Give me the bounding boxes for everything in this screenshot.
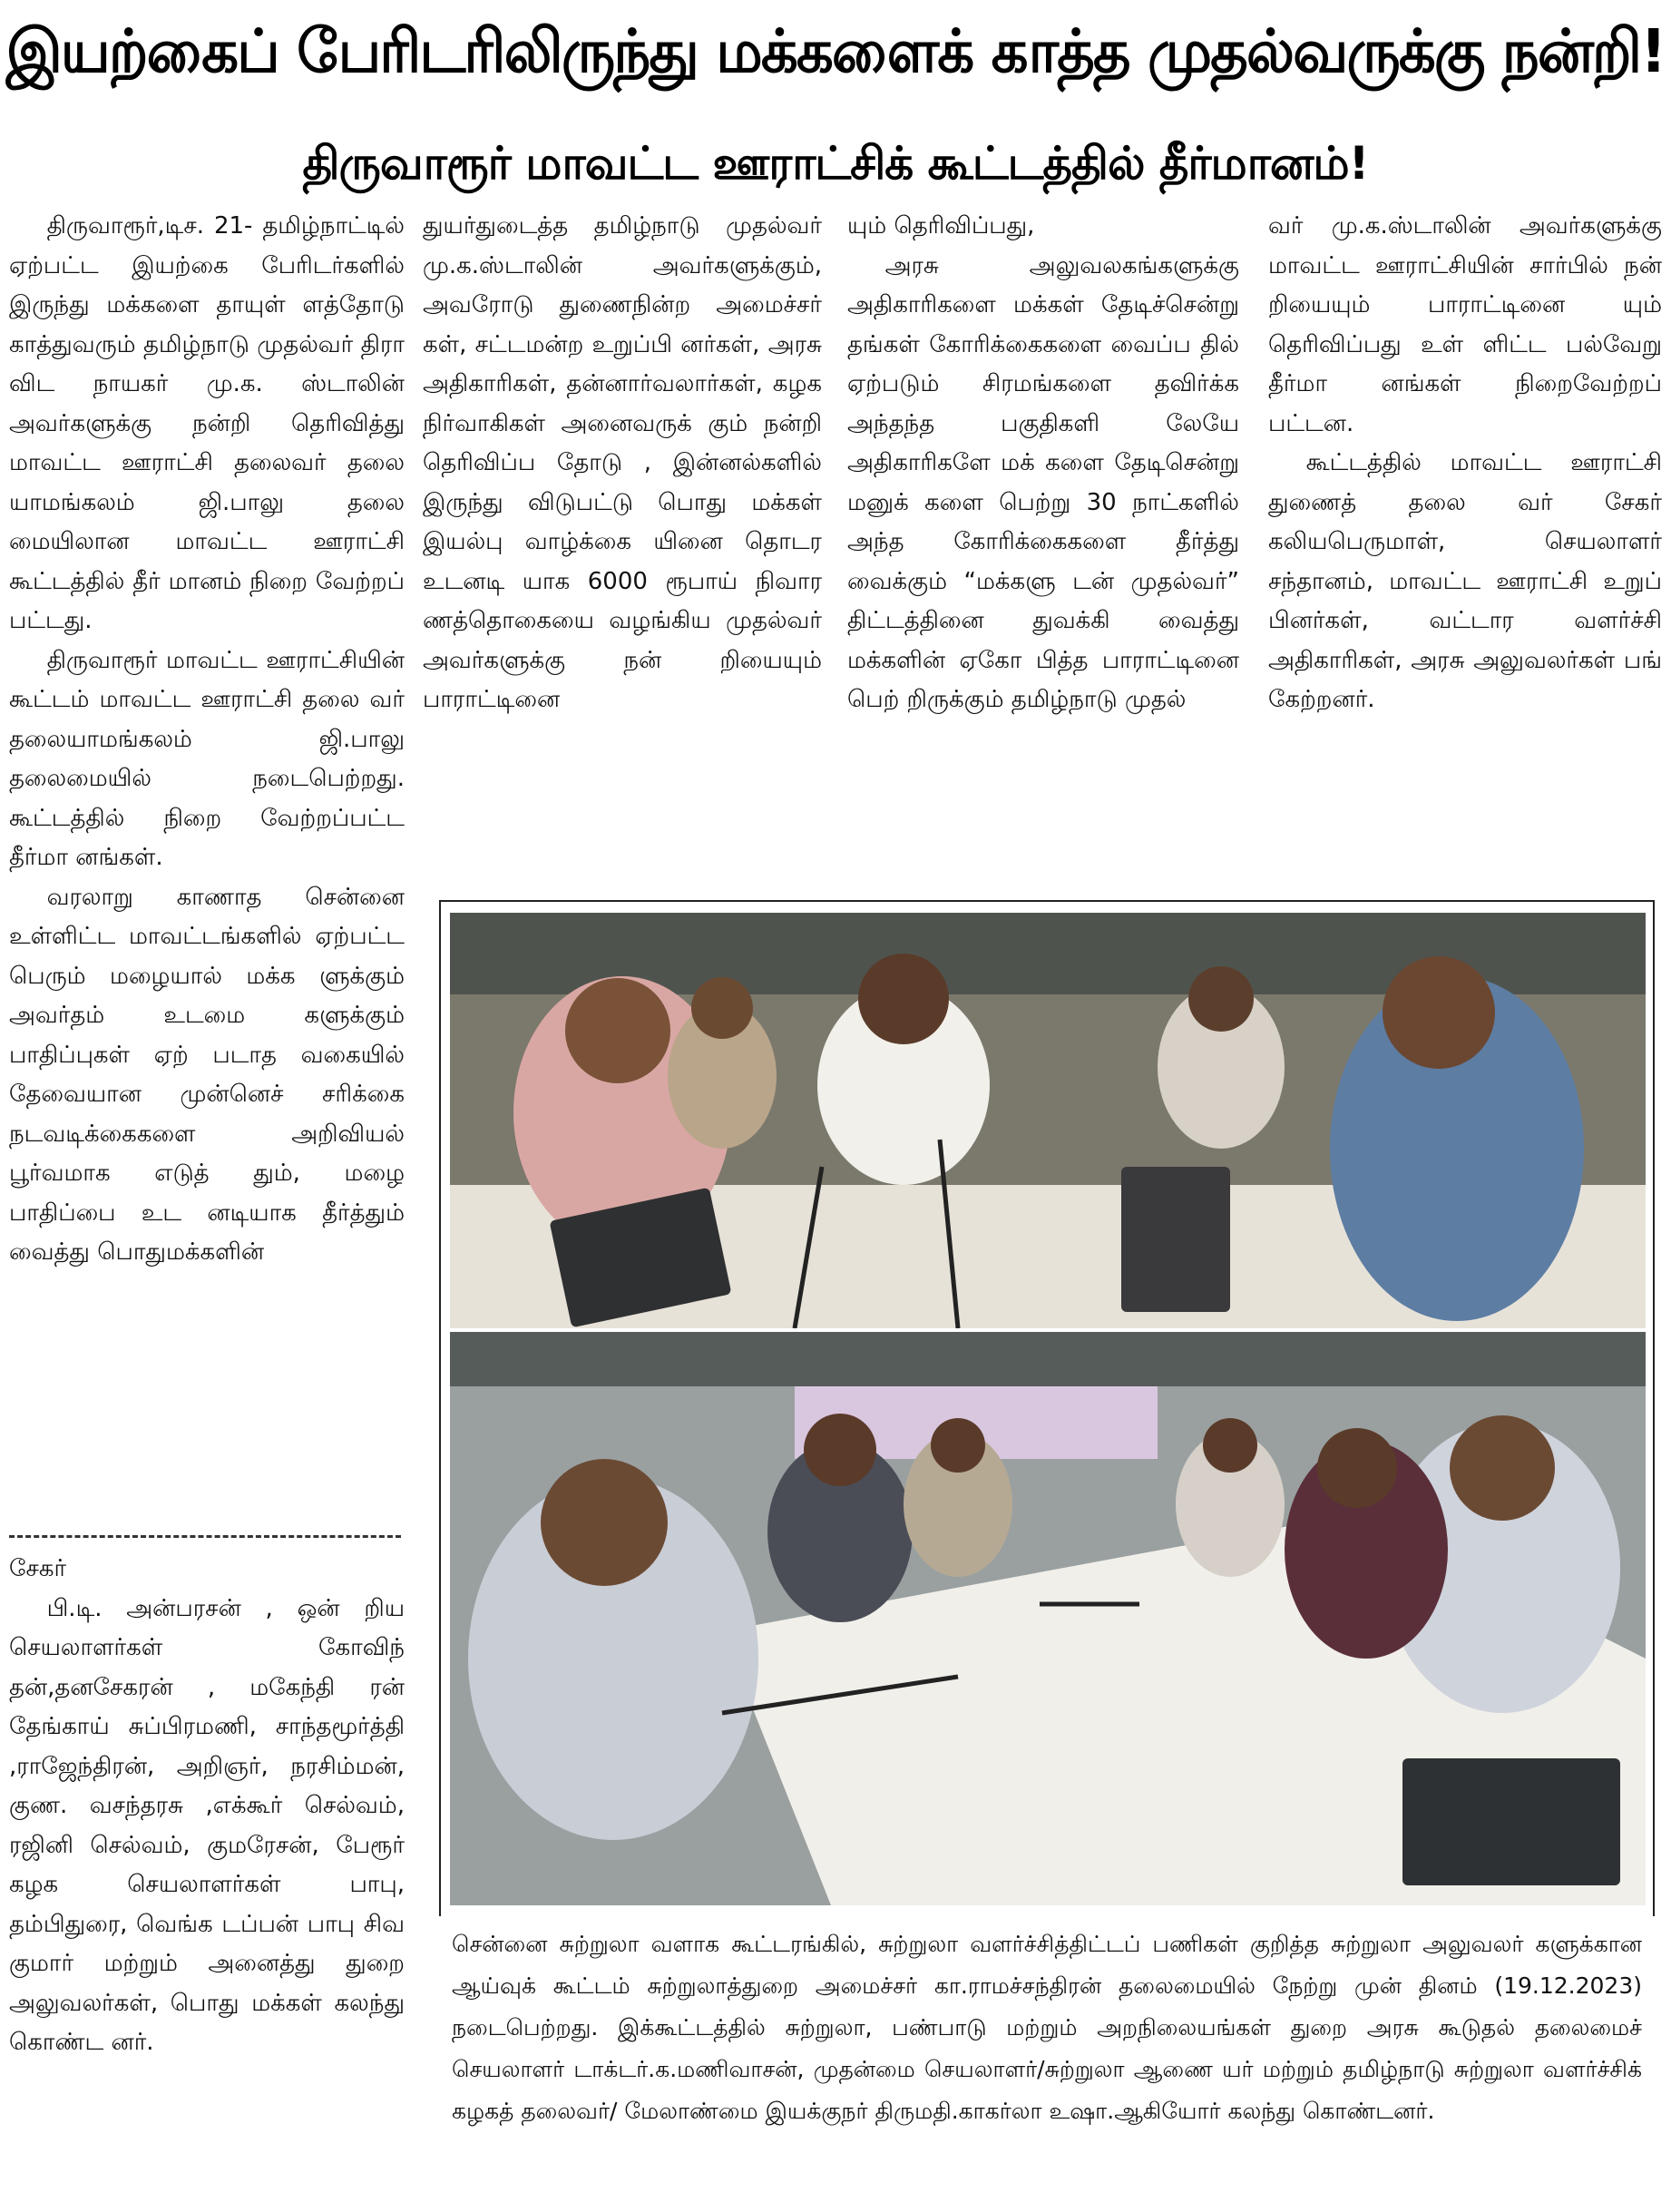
paragraph: துயர்துடைத்த தமிழ்நாடு முதல்வர் மு.க.ஸ்டாலின் அவர்களுக்கும், அவரோடு துணைநின்ற அமைச்சர் கள், சட்டமன்ற உறுப்பி னர்கள், அரசு அதிகாரிகள், தன்னார்வலார்கள், கழக நிர்வாகிகள் அனைவருக் கும் நன்றி தெரிவிப்ப தோடு , இன்னல்களில் இருந்து விடுபட்டு பொது மக்கள் இயல்பு வாழ்க்கை யினை தொடர உடனடி யாக 6000 ரூபாய் நிவார ணத்தொகையை வழங்கிய முதல்வர் அவர்களுக்கு நன் றியையும் பாராட்டினை bbox=[423, 212, 822, 713]
paragraph: திருவாரூர் மாவட்ட ஊராட்சியின் கூட்டம் மாவட்ட ஊராட்சி தலை வர் தலையாமங்கலம் ஜி.பாலு தலைமையில் நடைபெற்றது. கூட்டத்தில் நிறை வேற்றப்பட்ட தீர்மா னங்கள். bbox=[9, 646, 405, 871]
paragraph: வர் மு.க.ஸ்டாலின் அவர்களுக்கு மாவட்ட ஊராட்சியின் சார்பில் நன் றியையும் பாராட்டினை யும் தெரிவிப்பது உள் ளிட்ட பல்வேறு தீர்மா னங்கள் நிறைவேற்றப் பட்டன. bbox=[1268, 212, 1662, 437]
meeting-photo-top bbox=[450, 913, 1646, 1328]
paragraph: திருவாரூர்,டிச. 21- தமிழ்நாட்டில் ஏற்பட்ட இயற்கை பேரிடர்களில் இருந்து மக்களை தாயுள் ளத்தோடு காத்துவரும் தமிழ்நாடு முதல்வர் திரா விட நாயகர் மு.க. ஸ்டாலின் அவர்களுக்கு நன்றி தெரிவித்து மாவட்ட ஊராட்சி தலைவர் தலை யாமங்கலம் ஜி.பாலு தலை மையிலான மாவட்ட ஊராட்சி கூட்டத்தில் தீர் மானம் நிறை வேற்றப் பட்டது. bbox=[9, 212, 405, 634]
subheadline: திருவாரூர் மாவட்ட ஊராட்சிக் கூட்டத்தில் தீர்மானம்! bbox=[302, 136, 1369, 190]
article-column-4 bbox=[1268, 207, 1662, 720]
paragraph: யும் தெரிவிப்பது, bbox=[847, 212, 1035, 240]
paragraph: கூட்டத்தில் மாவட்ட ஊராட்சி துணைத் தலை வர் சேகர் கலியபெருமாள், செயலாளர் சந்தானம், மாவட்ட ஊராட்சி உறுப் பினர்கள், வட்டார வளர்ச்சி அதிகாரிகள், அரசு அலுவலர்கள் பங் கேற்றனர். bbox=[1268, 449, 1662, 713]
meeting-photo-bottom bbox=[450, 1332, 1646, 1905]
second-article-lead: சேகர் bbox=[9, 1555, 67, 1582]
headline: இயற்கைப் பேரிடரிலிருந்து மக்களைக் காத்த முதல்வருக்கு நன்றி! bbox=[5, 16, 1666, 86]
second-article-column bbox=[9, 1550, 405, 2063]
second-article-body: பி.டி. அன்பரசன் , ஒன் றிய செயலாளர்கள் கோவிந் தன்,தனசேகரன் , மகேந்தி ரன் தேங்காய் சுப்பிரமணி, சாந்தமூர்த்தி ,ராஜேந்திரன், அறிஞர், நரசிம்மன், குண. வசந்தரசு ,எக்கூர் செல்வம், ரஜினி செல்வம், குமரேசன், பேரூர் கழக செயலாளர்கள் பாபு, தம்பிதுரை, வெங்க டப்பன் பாபு சிவ குமார் மற்றும் அனைத்து துறை அலுவலர்கள், பொது மக்கள் கலந்து கொண்ட னர். bbox=[9, 1594, 405, 2056]
article-column-1 bbox=[9, 207, 405, 1273]
article-column-2 bbox=[423, 207, 822, 720]
article-column-3 bbox=[847, 207, 1239, 720]
photo-caption: சென்னை சுற்றுலா வளாக கூட்டரங்கில், சுற்றுலா வளர்ச்சித்திட்டப் பணிகள் குறித்த சுற்றுலா அலுவலர் களுக்கான ஆய்வுக் கூட்டம் சுற்றுலாத்துறை அமைச்சர் கா.ராமச்சந்திரன் தலைமையில் நேற்று முன் தினம் (19.12.2023) நடைபெற்றது. இக்கூட்டத்தில் சுற்றுலா, பண்பாடு மற்றும் அறநிலையங்கள் துறை அரசு கூடுதல் தலைமைச் செயலாளர் டாக்டர்.க.மணிவாசன், முதன்மை செயலாளர்/சுற்றுலா ஆணை யர் மற்றும் தமிழ்நாடு சுற்றுலா வளர்ச்சிக் கழகத் தலைவர்/ மேலாண்மை இயக்குநர் திருமதி.காகர்லா உஷா.ஆகியோர் கலந்து கொண்டனர். bbox=[439, 1916, 1655, 2203]
paragraph: அரசு அலுவலகங்களுக்கு அதிகாரிகளை மக்கள் தேடிச்சென்று தங்கள் கோரிக்கைகளை வைப்ப தில் ஏற்படும் சிரமங்களை தவிர்க்க அந்தந்த பகுதிகளி லேயே அதிகாரிகளே மக் களை தேடிசென்று மனுக் களை பெற்று 30 நாட்களில் அந்த கோரிக்கைகளை தீர்த்து வைக்கும் “மக்களு டன் முதல்வர்” திட்டத்தினை துவக்கி வைத்து மக்களின் ஏகோ பித்த பாராட்டினை பெற் றிருக்கும் தமிழ்நாடு முதல் bbox=[847, 251, 1239, 713]
article-divider bbox=[9, 1535, 401, 1538]
paragraph: வரலாறு காணாத சென்னை உள்ளிட்ட மாவட்டங்களில் ஏற்பட்ட பெரும் மழையால் மக்க ளுக்கும் அவர்தம் உடமை களுக்கும் பாதிப்புகள் ஏற் படாத வகையில் தேவையான முன்னெச் சரிக்கை நடவடிக்கைகளை அறிவியல் பூர்வமாக எடுத் தும், மழை பாதிப்பை உட னடியாக தீர்த்தும் வைத்து பொதுமக்களின் bbox=[9, 883, 405, 1266]
